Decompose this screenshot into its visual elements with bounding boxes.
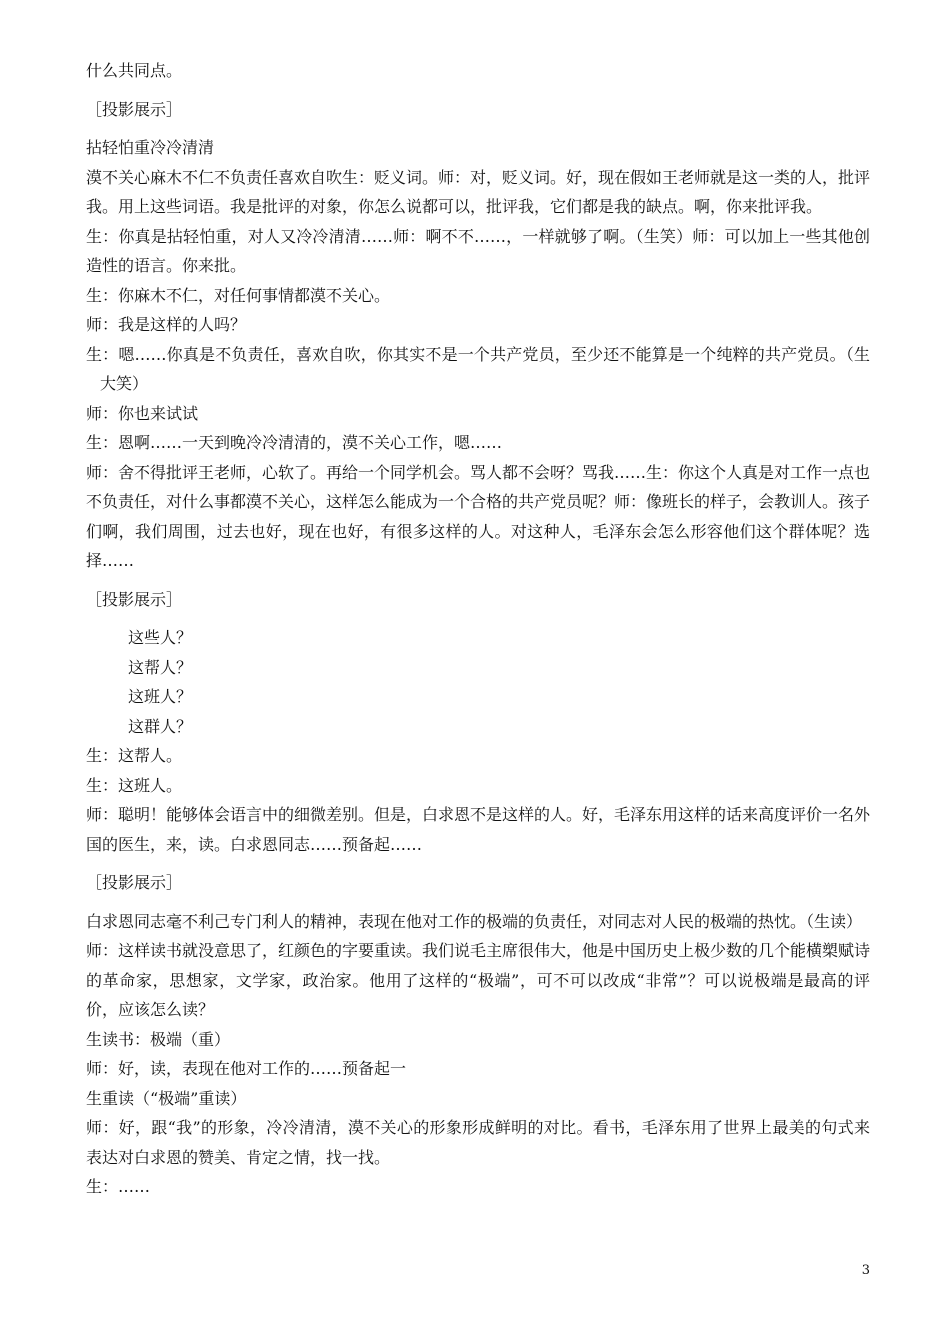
paragraph: 师：你也来试试 [86,403,199,423]
paragraph: 生：这班人。 [86,775,183,795]
option-item: 这群人？ [128,716,193,736]
paragraph: 白求恩同志毫不利己专门利人的精神，表现在他对工作的极端的负责任，对同志对人民的极端的热忱。（生读） [86,911,863,931]
projection-label: ［投影展示］ [86,589,183,609]
paragraph: 漠不关心麻木不仁不负责任喜欢自吹生：贬义词。师：对，贬义词。好，现在假如王老师就是这一类的人，批评我。用上这些词语。我是批评的对象，你怎么说都可以，批评我，它们都是我的缺点。啊，你来批评我。 [86,167,871,216]
option-item: 这帮人？ [128,657,193,677]
paragraph: 生：你麻木不仁，对任何事情都漠不关心。 [86,285,391,305]
paragraph: 生：你真是拈轻怕重，对人又冷冷清清……师：啊不不……，一样就够了啊。（生笑）师：可以加上一些其他创造性的语言。你来批。 [86,226,870,275]
paragraph: 什么共同点。 [86,61,183,80]
paragraph: 师：我是这样的人吗？ [86,315,247,334]
paragraph: 师：好，读，表现在他对工作的……预备起一 [86,1059,407,1078]
projection-label: ［投影展示］ [86,873,183,892]
projection-label: ［投影展示］ [86,99,183,119]
paragraph: 师：这样读书就没意思了，红颜色的字要重读。我们说毛主席很伟大，他是中国历史上极少数的几个能横槊赋诗的革命家，思想家，文学家，政治家。他用了这样的“极端”，可不可以改成“非常”？可以说极端是最高的评价，应该怎么读？ [86,941,871,1019]
paragraph: 生重读（“极端”重读） [86,1088,247,1108]
paragraph: 师：聪明！能够体会语言中的细微差别。但是，白求恩不是这样的人。好，毛泽东用这样的话来高度评价一名外国的医生，来，读。白求恩同志……预备起…… [86,805,871,854]
option-item: 这班人？ [128,687,193,706]
paragraph: 生读书：极端（重） [86,1029,231,1049]
paragraph: 生：恩啊……一天到晚冷冷清清的，漠不关心工作，嗯…… [86,433,503,452]
paragraph: 生：这帮人。 [86,746,183,765]
option-item: 这些人？ [128,628,193,647]
paragraph: 拈轻怕重冷冷清清 [86,138,215,157]
paragraph: 生：…… [86,1177,151,1196]
paragraph: 生：嗯……你真是不负责任，喜欢自吹，你其实不是一个共产党员，至少还不能算是一个纯粹的共产党员。（生大笑） [86,344,870,393]
document-body [86,56,870,1202]
paragraph: 师：舍不得批评王老师，心软了。再给一个同学机会。骂人都不会呀？骂我……生：你这个人真是对工作一点也不负责任，对什么事都漠不关心，这样怎么能成为一个合格的共产党员呢？师：像班长的样子，会教训人。孩子们啊，我们周围，过去也好，现在也好，有很多这样的人。对这种人，毛泽东会怎么形容他们这个群体呢？选择…… [86,462,871,570]
paragraph: 师：好，跟“我”的形象，冷冷清清，漠不关心的形象形成鲜明的对比。看书，毛泽东用了世界上最美的句式来表达对白求恩的赞美、肯定之情，找一找。 [86,1118,870,1167]
page-number: 3 [861,1263,870,1278]
